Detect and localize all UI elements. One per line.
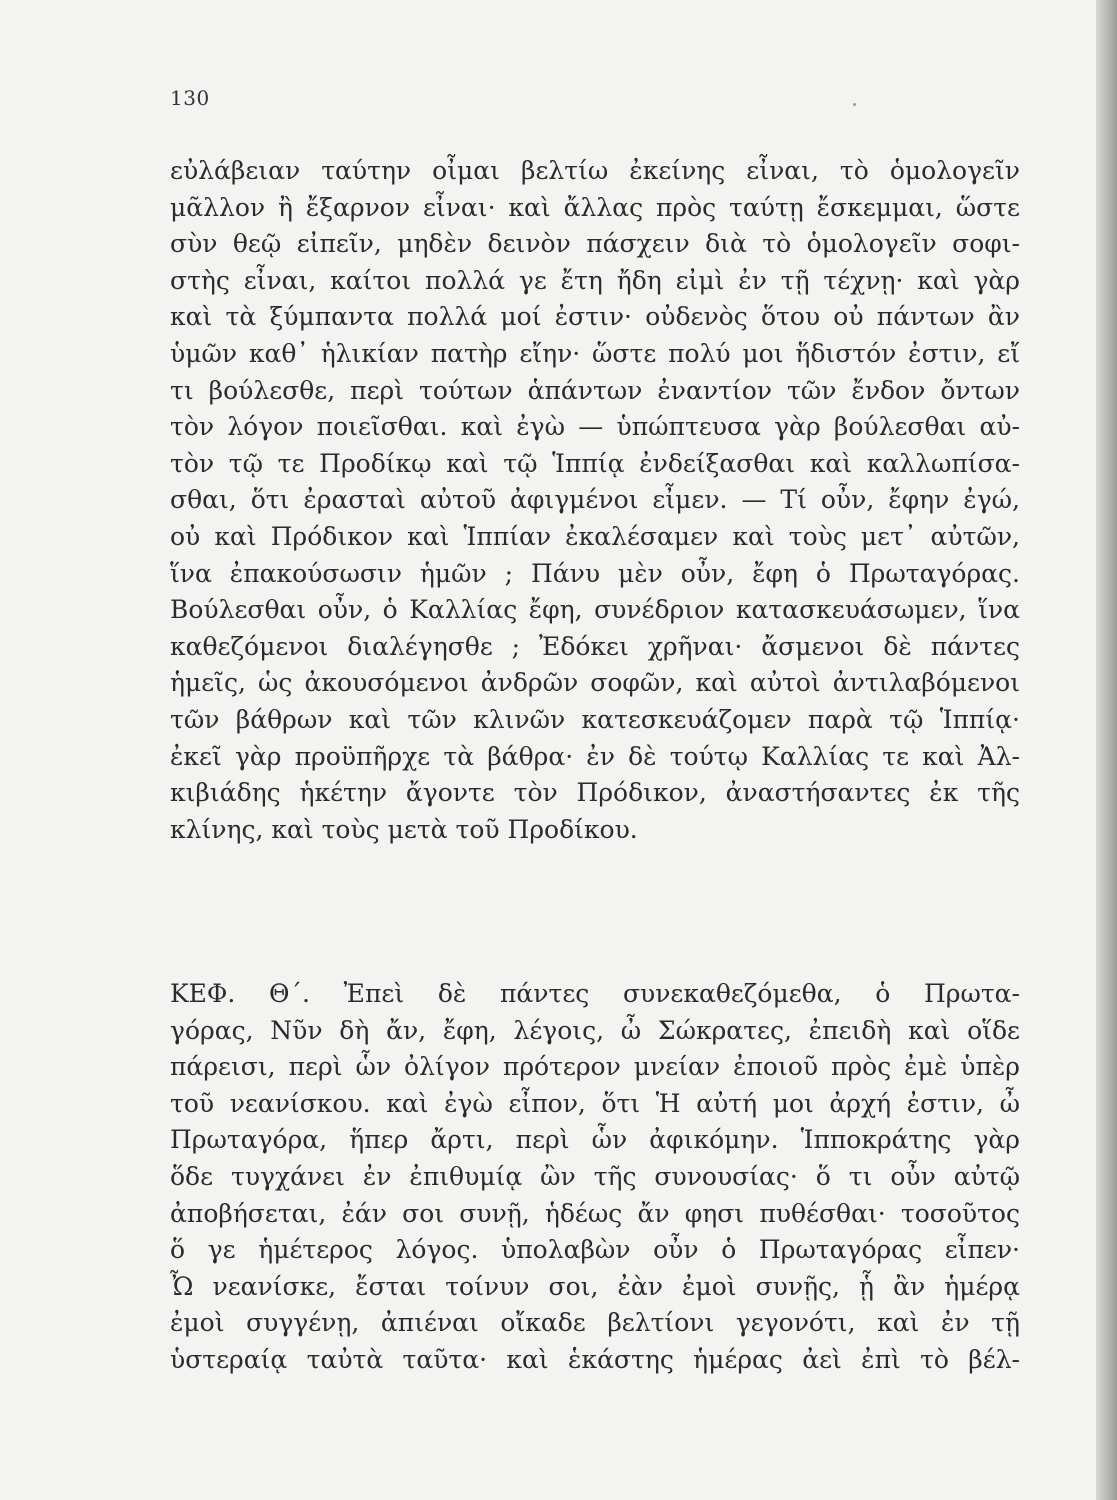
text-line: τοῦ νεανίσκου. καὶ ἐγὼ εἶπον, ὅτι Ἡ αὐτή μοι ἀρχή ἐστιν, ὦ bbox=[170, 1088, 1020, 1118]
text-line: ὅδε τυγχάνει ἐν ἐπιθυμίᾳ ὢν τῆς συνουσίας· ὅ τι οὖν αὐτῷ bbox=[170, 1161, 1020, 1191]
text-line: Βούλεσθαι οὖν, ὁ Καλλίας ἔφη, συνέδριον κατασκευάσωμεν, ἵνα bbox=[170, 595, 1020, 625]
text-line: Πρωταγόρα, ἥπερ ἄρτι, περὶ ὧν ἀφικόμην. Ἱπποκράτης γὰρ bbox=[170, 1125, 1020, 1155]
paragraph-2 bbox=[170, 976, 1020, 1379]
text-line: τῶν βάθρων καὶ τῶν κλινῶν κατεσκευάζομεν παρὰ τῷ Ἱππίᾳ· bbox=[170, 704, 1020, 734]
text-line: καθεζόμενοι διαλέγησθε ; Ἐδόκει χρῆναι· ἄσμενοι δὲ πάντες bbox=[170, 631, 1020, 661]
text-line: κλίνης, καὶ τοὺς μετὰ τοῦ Προδίκου. bbox=[170, 814, 638, 844]
text-line: ὑστεραίᾳ ταὐτὰ ταῦτα· καὶ ἑκάστης ἡμέρας ἀεὶ ἐπὶ τὸ βέλ- bbox=[170, 1344, 1020, 1374]
text-line: πάρεισι, περὶ ὧν ὀλίγον πρότερον μνείαν ἐποιοῦ πρὸς ἐμὲ ὑπὲρ bbox=[170, 1052, 1020, 1082]
text-line: ἐκεῖ γὰρ προϋπῆρχε τὰ βάθρα· ἐν δὲ τούτῳ Καλλίας τε καὶ Ἀλ- bbox=[170, 741, 1020, 771]
text-line: ἡμεῖς, ὡς ἀκουσόμενοι ἀνδρῶν σοφῶν, καὶ αὐτοὶ ἀντιλαβόμενοι bbox=[170, 668, 1020, 698]
text-line: κιβιάδης ἡκέτην ἄγοντε τὸν Πρόδικον, ἀναστήσαντες ἐκ τῆς bbox=[170, 778, 1020, 808]
text-line: εὐλάβειαν ταύτην οἶμαι βελτίω ἐκείνης εἶναι, τὸ ὁμολογεῖν bbox=[170, 156, 1020, 185]
text-line: σὺν θεῷ εἰπεῖν, μηδὲν δεινὸν πάσχειν διὰ τὸ ὁμολογεῖν σοφι- bbox=[170, 229, 1020, 259]
text-line: ἵνα ἐπακούσωσιν ἡμῶν ; Πάνυ μὲν οὖν, ἔφη ὁ Πρωταγόρας. bbox=[170, 558, 1020, 588]
text-line: οὐ καὶ Πρόδικον καὶ Ἱππίαν ἐκαλέσαμεν καὶ τοὺς μετ᾽ αὐτῶν, bbox=[170, 521, 1020, 551]
text-line: μᾶλλον ἢ ἔξαρνον εἶναι· καὶ ἄλλας πρὸς ταύτῃ ἔσκεμμαι, ὥστε bbox=[170, 192, 1020, 222]
text-line: ὑμῶν καθ᾽ ἡλικίαν πατὴρ εἴην· ὥστε πολύ μοι ἥδιστόν ἐστιν, εἴ bbox=[170, 338, 1020, 368]
text-line: ΚΕΦ. Θ΄. Ἐπεὶ δὲ πάντες συνεκαθεζόμεθα, ὁ Πρωτα- bbox=[170, 979, 1020, 1008]
text-line: γόρας, Νῦν δὴ ἄν, ἔφη, λέγοις, ὦ Σώκρατες, ἐπειδὴ καὶ οἵδε bbox=[170, 1015, 1020, 1045]
text-line: καὶ τὰ ξύμπαντα πολλά μοί ἐστιν· οὐδενὸς ὅτου οὐ πάντων ἂν bbox=[170, 302, 1020, 332]
text-line: τι βούλεσθε, περὶ τούτων ἁπάντων ἐναντίον τῶν ἔνδον ὄντων bbox=[170, 375, 1020, 405]
page-edge-shadow bbox=[1096, 0, 1117, 1500]
text-line: τὸν τῷ τε Προδίκῳ καὶ τῷ Ἱππίᾳ ἐνδείξασθαι καὶ καλλωπίσα- bbox=[170, 448, 1020, 478]
text-line: ἀποβήσεται, ἐάν σοι συνῇ, ἡδέως ἄν φησι πυθέσθαι· τοσοῦτος bbox=[170, 1198, 1020, 1228]
text-line: στὴς εἶναι, καίτοι πολλά γε ἔτη ἤδη εἰμὶ ἐν τῇ τέχνῃ· καὶ γὰρ bbox=[170, 265, 1020, 295]
text-line: τὸν λόγον ποιεῖσθαι. καὶ ἐγὼ — ὑπώπτευσα γὰρ βούλεσθαι αὐ- bbox=[170, 412, 1020, 442]
paragraph-1 bbox=[170, 153, 1020, 848]
text-line: ὅ γε ἡμέτερος λόγος. ὑπολαβὼν οὖν ὁ Πρωταγόρας εἶπεν· bbox=[170, 1235, 1020, 1265]
text-line: Ὦ νεανίσκε, ἔσται τοίνυν σοι, ἐὰν ἐμοὶ συνῇς, ᾗ ἂν ἡμέρᾳ bbox=[170, 1271, 1020, 1301]
speck-mark bbox=[853, 103, 856, 106]
text-line: σθαι, ὅτι ἐρασταὶ αὐτοῦ ἀφιγμένοι εἶμεν. — Τί οὖν, ἔφην ἐγώ, bbox=[170, 485, 1020, 515]
page-number: 130 bbox=[170, 86, 210, 110]
text-line: ἐμοὶ συγγένῃ, ἀπιέναι οἴκαδε βελτίονι γεγονότι, καὶ ἐν τῇ bbox=[170, 1308, 1020, 1338]
